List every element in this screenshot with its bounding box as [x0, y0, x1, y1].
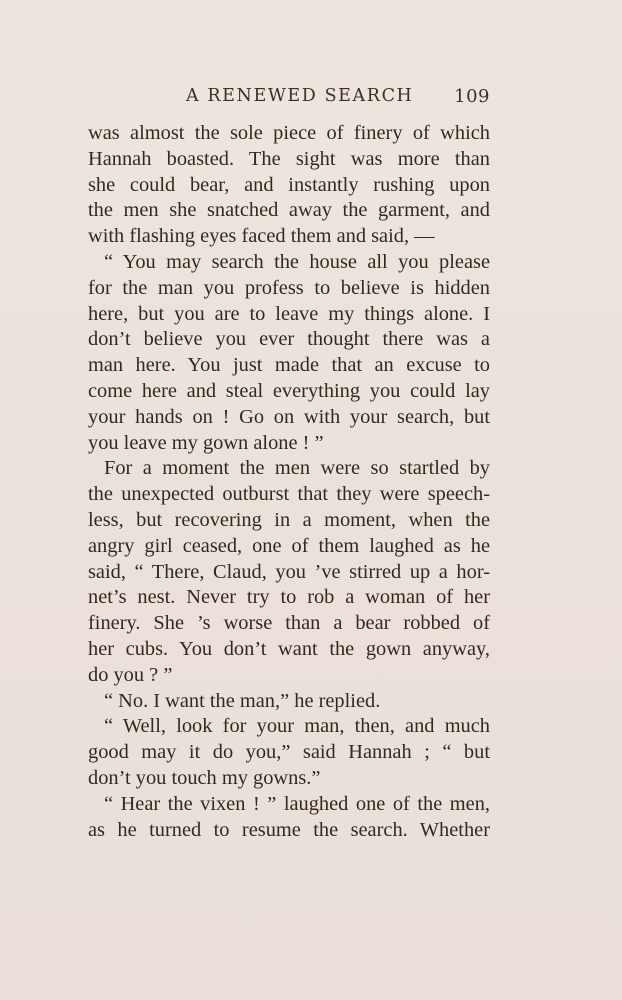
text-line: for the man you profess to believe is hidden — [88, 276, 490, 299]
text-line: don’t you touch my gowns.” — [88, 766, 321, 789]
text-line: as he turned to resume the search. Whether — [88, 818, 490, 841]
text-line: she could bear, and instantly rushing upon — [88, 173, 490, 196]
text-line: angry girl ceased, one of them laughed as he — [88, 534, 490, 557]
page-number: 109 — [454, 86, 490, 107]
text-line: net’s nest. Never try to rob a woman of her — [88, 586, 490, 609]
text-line: “ Well, look for your man, then, and much — [104, 715, 490, 738]
text-line: less, but recovering in a moment, when the — [88, 508, 490, 531]
text-line: the men she snatched away the garment, and — [88, 199, 490, 222]
text-line: good may it do you,” said Hannah ; “ but — [88, 741, 490, 764]
text-line: you leave my gown alone ! ” — [88, 431, 324, 454]
body-text — [88, 121, 490, 843]
text-line: your hands on ! Go on with your search, but — [88, 405, 490, 428]
text-line: her cubs. You don’t want the gown anyway, — [88, 637, 490, 660]
text-line: here, but you are to leave my things alone. I — [88, 302, 490, 325]
text-line: Hannah boasted. The sight was more than — [88, 147, 490, 170]
text-line: don’t believe you ever thought there was a — [88, 328, 490, 351]
text-line: “ You may search the house all you please — [104, 250, 490, 273]
running-title: A RENEWED SEARCH — [186, 86, 414, 106]
text-line: said, “ There, Claud, you ’ve stirred up a hor- — [88, 560, 490, 583]
page-header — [88, 86, 490, 112]
text-line: man here. You just made that an excuse to — [88, 354, 490, 377]
text-line: was almost the sole piece of finery of which — [88, 122, 490, 144]
text-line: For a moment the men were so startled by — [104, 457, 490, 480]
text-line: “ Hear the vixen ! ” laughed one of the men, — [104, 792, 490, 815]
text-line: come here and steal everything you could lay — [88, 379, 490, 402]
text-line: the unexpected outburst that they were speech- — [88, 483, 490, 506]
text-line: “ No. I want the man,” he replied. — [104, 689, 381, 712]
text-line: with flashing eyes faced them and said, — — [88, 225, 435, 248]
text-line: do you ? ” — [88, 663, 173, 686]
text-line: finery. She ’s worse than a bear robbed of — [88, 612, 490, 635]
